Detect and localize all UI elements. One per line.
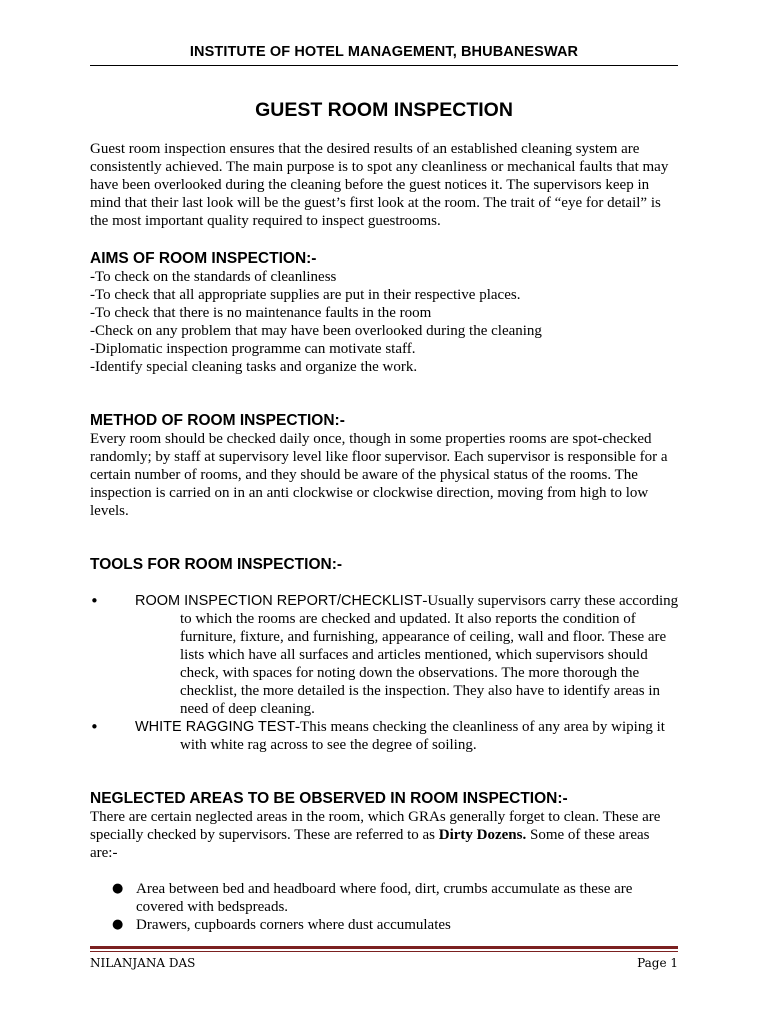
aim-item: -Identify special cleaning tasks and organize the work. [90, 359, 418, 375]
tools-heading: TOOLS FOR ROOM INSPECTION:- [90, 556, 343, 573]
aims-heading: AIMS OF ROOM INSPECTION:- [90, 250, 317, 267]
neglected-area-item [90, 880, 680, 916]
method-paragraph: Every room should be checked daily once, though in some properties rooms are spot-checked randomly; by staff at supervisory level like floor supervisor. Each supervisor is responsible for a certain number of rooms, and they should be aware of the physical status of the rooms. The inspection is carried on in an anti clockwise or clockwise direction, moving from high to low levels. [90, 431, 668, 519]
bullet-icon: ● [112, 881, 124, 896]
header-divider [90, 65, 678, 66]
aims-list [90, 268, 680, 376]
bullet-icon: • [90, 592, 99, 610]
tools-list [90, 592, 680, 754]
bullet-icon: ● [112, 917, 124, 932]
tool-description: -This means checking the cleanliness of any area by wiping it with white rag across to see the degree of soiling. [180, 719, 665, 753]
aim-item: -To check that all appropriate supplies are put in their respective places. [90, 287, 521, 303]
aim-item: -To check on the standards of cleanliness [90, 269, 337, 285]
method-heading: METHOD OF ROOM INSPECTION:- [90, 412, 345, 429]
footer-divider-thick [90, 946, 678, 949]
document-body [90, 140, 680, 934]
neglected-heading: NEGLECTED AREAS TO BE OBSERVED IN ROOM INSPECTION:- [90, 790, 568, 807]
footer-page-number: Page 1 [637, 956, 678, 970]
neglected-area-text: Area between bed and headboard where food, dirt, crumbs accumulate as these are covered with bedspreads. [136, 881, 633, 915]
dirty-dozens-term: Dirty Dozens. [438, 827, 527, 843]
aim-item: -To check that there is no maintenance faults in the room [90, 305, 432, 321]
neglected-areas-list [90, 880, 680, 934]
tool-description: -Usually supervisors carry these according to which the rooms are checked and updated. It also reports the condition of furniture, fixture, and furnishing, appearance of ceiling, wall and floor. These are lists which have all surfaces and articles mentioned, which supervisors should check, with spaces for noting down the observations. The more thorough the checklist, the more detailed is the inspection. They also have to identify areas in need of deep cleaning. [180, 593, 679, 717]
footer-author: NILANJANA DAS [90, 956, 196, 970]
page-header: INSTITUTE OF HOTEL MANAGEMENT, BHUBANESWAR [189, 44, 579, 60]
aim-item: -Check on any problem that may have been overlooked during the cleaning [90, 323, 542, 339]
neglected-text: There are certain neglected areas in the room, which GRAs generally forget to clean. These are specially checked by supervisors. These are referred to as [90, 809, 661, 843]
page-title: GUEST ROOM INSPECTION [255, 99, 513, 121]
neglected-paragraph [90, 808, 680, 862]
footer-divider-thin [90, 951, 678, 952]
tools-list-item [90, 592, 680, 718]
aim-item: -Diplomatic inspection programme can motivate staff. [90, 341, 416, 357]
neglected-area-text: Drawers, cupboards corners where dust accumulates [136, 917, 451, 933]
tool-term: ROOM INSPECTION REPORT/CHECKLIST [135, 593, 423, 609]
bullet-icon: • [90, 718, 99, 736]
tools-list-item [90, 718, 680, 754]
neglected-area-item [90, 916, 680, 934]
tool-term: WHITE RAGGING TEST [135, 719, 296, 735]
intro-paragraph: Guest room inspection ensures that the desired results of an established cleaning system are consistently achieved. The main purpose is to spot any cleanliness or mechanical faults that may have been overlooked during the cleaning before the guest notices it. The supervisors keep in mind that their last look will be the guest’s first look at the room. The trait of “eye for detail” is the most important quality required to inspect guestrooms. [90, 141, 669, 229]
neglected-text-end: Some of these areas are:- [90, 827, 650, 861]
